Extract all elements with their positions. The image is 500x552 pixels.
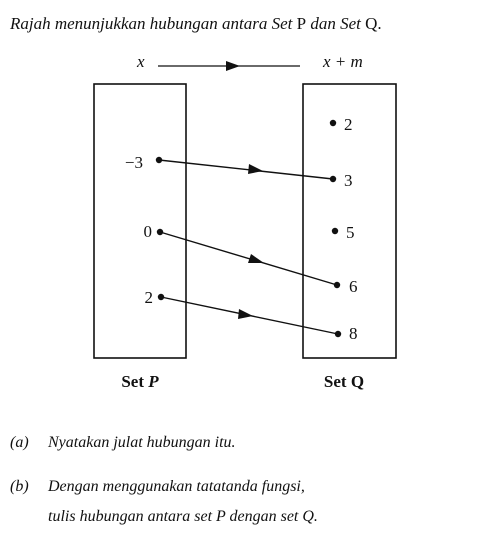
title-part-1: Rajah menunjukkan hubungan antara Set — [10, 14, 297, 33]
set-p-box — [94, 84, 186, 358]
mapping-arrow-head — [226, 61, 240, 71]
relation-arrow-line — [159, 160, 333, 179]
question-text: Nyatakan julat hubungan itu. — [48, 434, 236, 451]
question-text: Dengan menggunakan tatatanda fungsi, — [48, 478, 305, 495]
set-q-element: 5 — [346, 223, 355, 242]
set-q-element: 3 — [344, 171, 353, 190]
set-q-dot — [330, 120, 336, 126]
set-q-dot — [332, 228, 338, 234]
set-q-label: Set Q — [323, 372, 365, 391]
title-part-2: P — [296, 14, 307, 33]
relation-arrow-head — [248, 164, 263, 174]
set-p-element: 2 — [144, 288, 153, 307]
title-part-5: Q. — [365, 14, 382, 33]
set-q-element: 6 — [349, 277, 358, 296]
set-p-label-prefix: Set — [121, 372, 149, 391]
title-part-3: dan — [306, 14, 341, 33]
question-label: (a) — [10, 434, 29, 451]
relation-arrow-head — [238, 309, 253, 319]
set-p-element: 0 — [143, 222, 152, 241]
mapping-to-label: x + m — [323, 52, 363, 71]
title-part-4: Set — [340, 14, 366, 33]
set-q-element: 8 — [349, 324, 358, 343]
question-text-line-2: tulis hubungan antara set P dengan set Q. — [48, 508, 318, 525]
set-q-element: 2 — [344, 115, 353, 134]
question-label: (b) — [10, 478, 29, 495]
set-p-label-letter: P — [148, 372, 159, 391]
set-p-element: −3 — [124, 153, 143, 172]
set-p-label — [121, 372, 159, 391]
mapping-from-label: x — [137, 52, 145, 71]
relation-arrow-head — [248, 254, 264, 263]
